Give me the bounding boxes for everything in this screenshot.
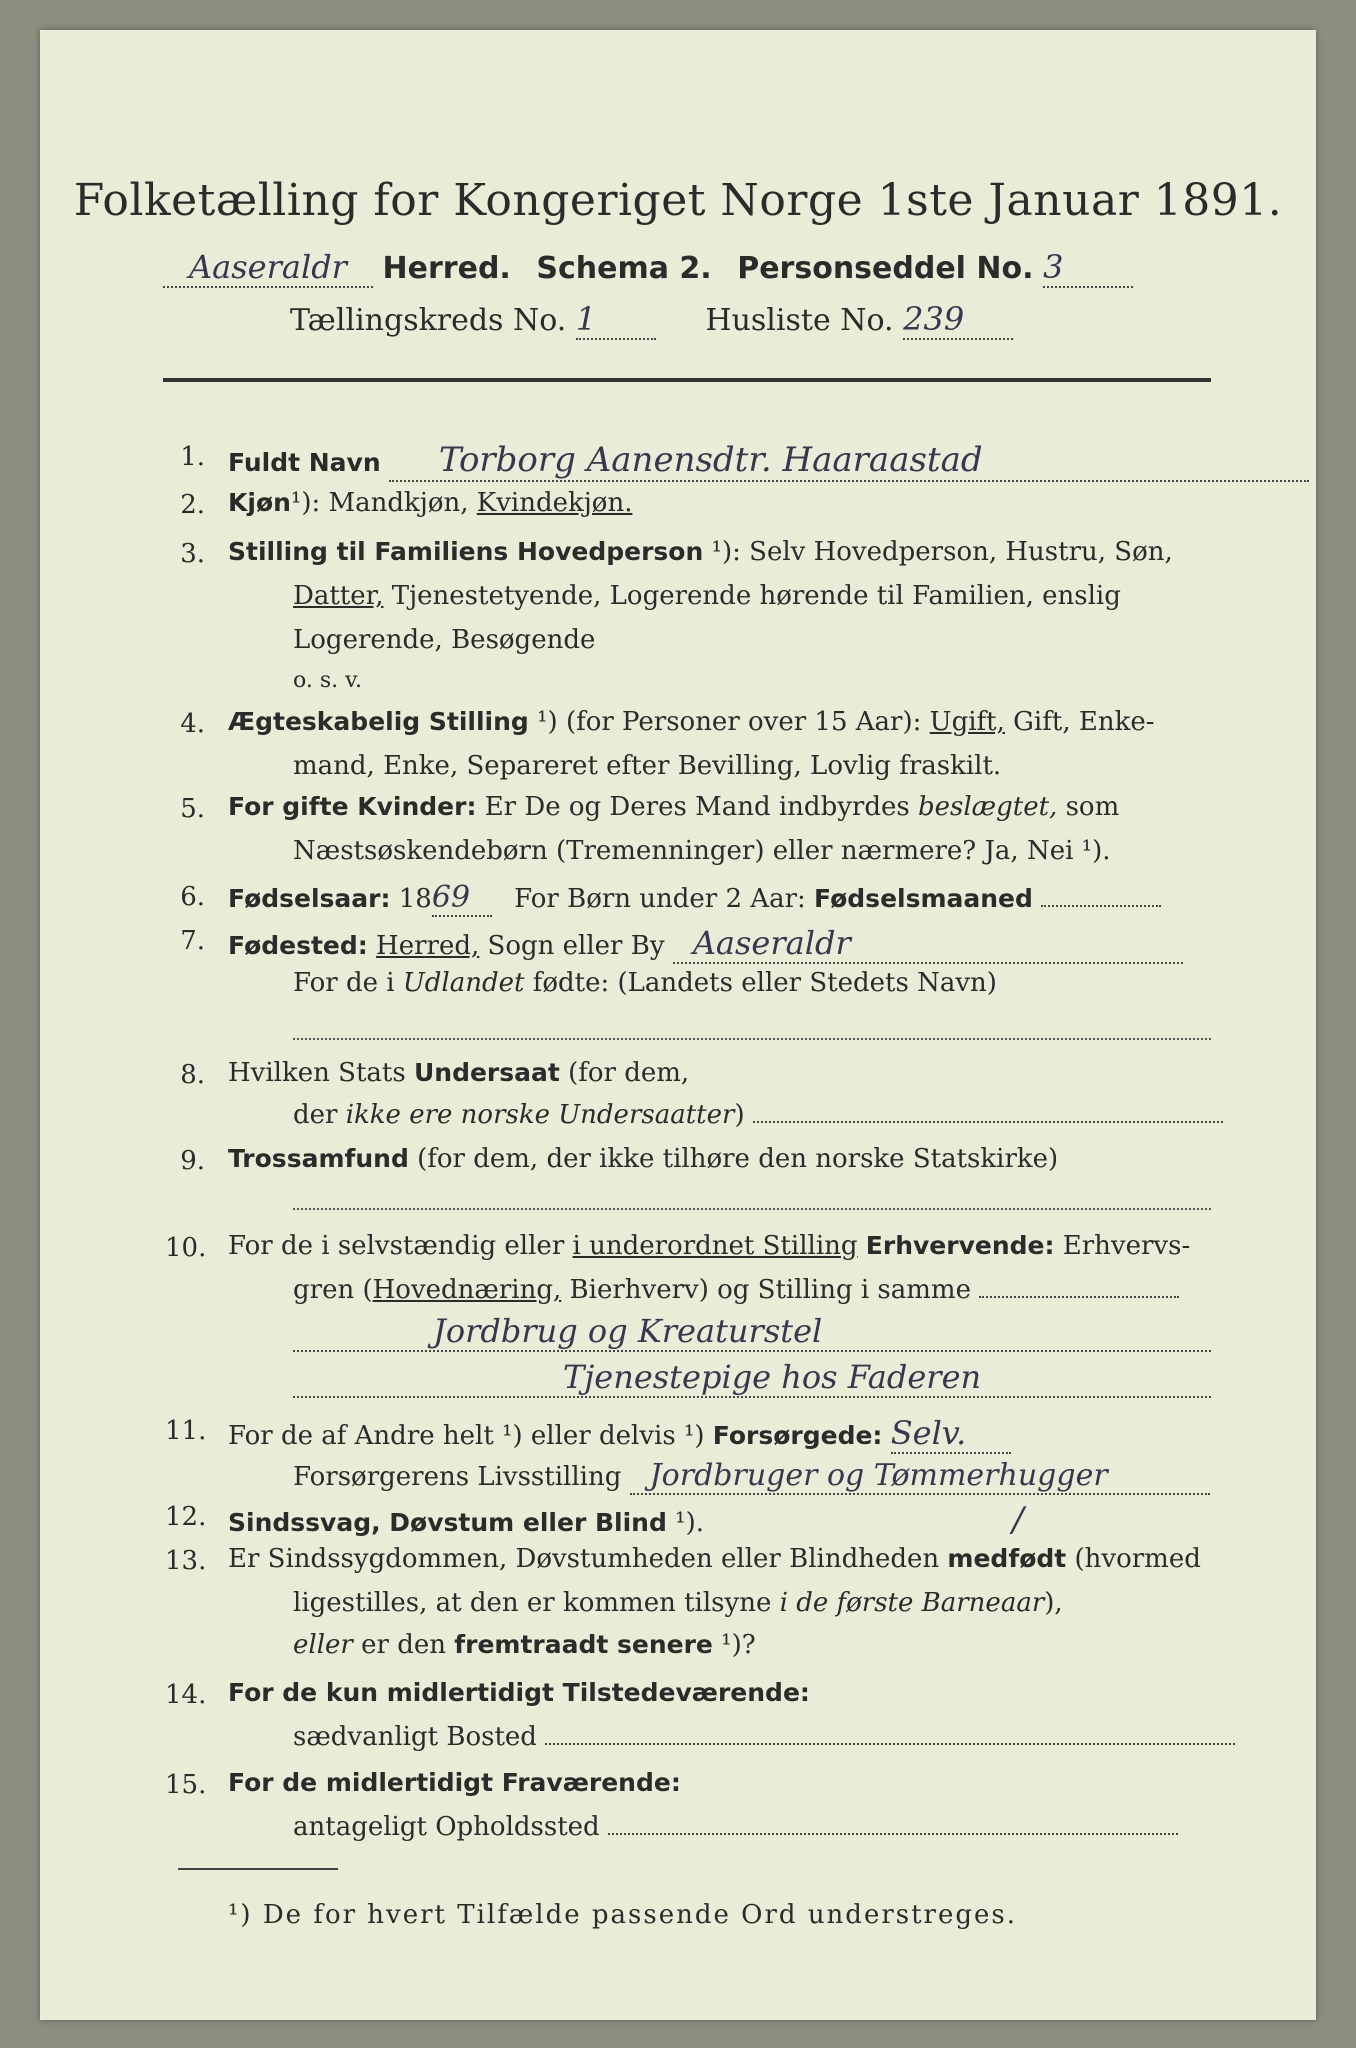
herred-name-value: Aaseraldr bbox=[163, 248, 373, 288]
item-number: 5. bbox=[180, 794, 205, 824]
erhverv-text-a: For de i selvstændig eller bbox=[228, 1231, 565, 1261]
item-5-line bbox=[228, 792, 1119, 822]
item-11-line-2 bbox=[293, 1458, 1210, 1495]
kjon-label: Kjøn bbox=[228, 488, 291, 517]
item-13-line-3: eller er den fremtraadt senere ¹)? bbox=[293, 1630, 756, 1660]
item-number: 2. bbox=[180, 490, 205, 520]
tilstedevaerende-label: For de kun midlertidigt Tilstedeværende: bbox=[228, 1678, 810, 1707]
trossamfund-label: Trossamfund bbox=[228, 1144, 409, 1173]
born-under-text: For Børn under 2 Aar: bbox=[514, 884, 806, 914]
er-den-text: er den bbox=[361, 1630, 446, 1660]
sindssyg-text-b: (hvormed bbox=[1074, 1544, 1201, 1574]
forsorgede-text-a: For de af Andre helt ¹) eller delvis ¹) bbox=[228, 1421, 705, 1451]
stilling-options-a: Selv Hovedperson, Hustru, Søn, bbox=[749, 537, 1173, 567]
fodested-label: Fødested: bbox=[228, 931, 368, 960]
schema-label: Schema 2. bbox=[536, 251, 712, 286]
kreds-no-value: 1 bbox=[576, 300, 656, 340]
gifte-text-c: som bbox=[1065, 792, 1120, 822]
kvindekjon-option: Kvindekjøn. bbox=[476, 488, 633, 518]
stats-text: Hvilken Stats bbox=[228, 1058, 406, 1088]
herred-line bbox=[163, 248, 1133, 288]
undersaat-text-b: (for dem, bbox=[568, 1058, 690, 1088]
item-13-line bbox=[228, 1544, 1201, 1574]
fodselsaar-value: 69 bbox=[432, 880, 492, 917]
forsorgede-label: Forsørgede: bbox=[712, 1421, 883, 1450]
item-14-line-2 bbox=[293, 1722, 1235, 1752]
item-3-line: Stilling til Familiens Hovedperson ¹): Selv Hovedperson, Hustru, Søn, bbox=[228, 537, 1173, 567]
erhverv-value-a: Jordbrug og Kreaturstel bbox=[293, 1312, 1211, 1352]
item-15-line-2 bbox=[293, 1812, 1178, 1842]
gifte-kvinder-label: For gifte Kvinder: bbox=[228, 792, 477, 821]
udlandet-prefix: For de i bbox=[293, 968, 395, 998]
fuldt-navn-value: Torborg Aanensdtr. Haaraastad bbox=[389, 440, 1309, 482]
item-number: 15. bbox=[165, 1770, 207, 1800]
bosted-answer-line bbox=[545, 1743, 1235, 1745]
udlandet-text: Udlandet bbox=[402, 968, 525, 998]
kreds-label: Tællingskreds No. bbox=[290, 303, 567, 338]
item-number: 14. bbox=[165, 1680, 207, 1710]
gifte-text-d: Næstsøskendebørn (Tremenninger) eller nærmere? Ja, Nei ¹). bbox=[293, 836, 1111, 866]
fuldt-navn-label: Fuldt Navn bbox=[228, 448, 381, 477]
udlandet-suffix: fødte: (Landets eller Stedets Navn) bbox=[532, 968, 997, 998]
ikke-norske-text: ikke ere norske Undersaatter bbox=[345, 1100, 735, 1130]
aegteskab-text-d: mand, Enke, Separeret efter Bevilling, Lovlig fraskilt. bbox=[293, 751, 1002, 781]
fodested-value: Aaseraldr bbox=[673, 924, 1183, 964]
gren-text: gren ( bbox=[293, 1275, 373, 1305]
item-number: 1. bbox=[180, 442, 205, 472]
erhverv-dots bbox=[979, 1296, 1179, 1298]
item-8-line-2: der ikke ere norske Undersaatter) bbox=[293, 1100, 1223, 1130]
forsorgede-value: Selv. bbox=[891, 1414, 1011, 1454]
fodselsaar-prefix: 18 bbox=[398, 884, 432, 914]
underordnet-option: i underordnet Stilling bbox=[572, 1231, 858, 1261]
opholdssted-answer-line bbox=[608, 1833, 1178, 1835]
hovednaering-option: Hovednæring, bbox=[372, 1275, 562, 1305]
item-number: 7. bbox=[180, 926, 205, 956]
personseddel-label: Personseddel No. bbox=[737, 251, 1034, 286]
bosted-label: sædvanligt Bosted bbox=[293, 1722, 537, 1752]
item-2-line: Kjøn¹): Mandkjøn, Kvindekjøn. bbox=[228, 488, 633, 518]
personseddel-no-value: 3 bbox=[1043, 248, 1133, 288]
forsorger-livsstilling-value: Jordbruger og Tømmerhugger bbox=[630, 1458, 1210, 1495]
item-number: 6. bbox=[180, 882, 205, 912]
sindssyg-text-a: Er Sindssygdommen, Døvstumheden eller Blindheden bbox=[228, 1544, 940, 1574]
stilling-options-d: Logerende, Besøgende bbox=[293, 625, 596, 655]
item-10-answer-1 bbox=[293, 1312, 1211, 1352]
datter-option: Datter, bbox=[293, 581, 384, 611]
item-6-line bbox=[228, 880, 1161, 917]
item-number: 4. bbox=[180, 709, 205, 739]
item-7-line-2 bbox=[293, 968, 997, 998]
footnote: ¹) De for hvert Tilfælde passende Ord understreges. bbox=[228, 1900, 1018, 1930]
fravaerende-label: For de midlertidigt Fraværende: bbox=[228, 1768, 681, 1797]
undersaat-answer-line bbox=[753, 1121, 1223, 1123]
undersaat-label: Undersaat bbox=[413, 1058, 560, 1087]
medfodt-label: medfødt bbox=[947, 1544, 1067, 1573]
stilling-label: Stilling til Familiens Hovedperson bbox=[228, 537, 704, 566]
header-divider bbox=[163, 378, 1211, 382]
fodselsaar-label: Fødselsaar: bbox=[228, 884, 391, 913]
ugift-option: Ugift, bbox=[929, 707, 1005, 737]
eller-text: eller bbox=[293, 1630, 353, 1660]
beslaegtet-text: beslægtet, bbox=[917, 792, 1058, 822]
sindssvag-mark: / bbox=[1012, 1500, 1024, 1540]
item-number: 3. bbox=[180, 539, 205, 569]
stilling-options-e: o. s. v. bbox=[293, 668, 362, 693]
item-4-line: Ægteskabelig Stilling ¹) (for Personer over 15 Aar): Ugift, Gift, Enke- bbox=[228, 707, 1155, 737]
erhverv-text-c: Erhvervs- bbox=[1062, 1231, 1191, 1261]
item-10-line bbox=[228, 1231, 1190, 1261]
footnote-divider bbox=[178, 1868, 338, 1870]
erhverv-value-b: Tjenestepige hos Faderen bbox=[293, 1358, 1211, 1398]
sindssvag-label: Sindssvag, Døvstum eller Blind bbox=[228, 1508, 667, 1537]
husliste-no-value: 239 bbox=[903, 300, 1013, 340]
trossamfund-text: (for dem, der ikke tilhøre den norske Statskirke) bbox=[417, 1144, 1059, 1174]
item-8-line bbox=[228, 1058, 689, 1088]
husliste-label: Husliste No. bbox=[705, 303, 894, 338]
item-10-answer-2 bbox=[293, 1358, 1211, 1398]
sogn-by-text: Sogn eller By bbox=[487, 931, 665, 961]
item-number: 10. bbox=[165, 1233, 207, 1263]
kreds-line bbox=[290, 300, 1013, 340]
item-number: 9. bbox=[180, 1146, 205, 1176]
trossamfund-answer-line bbox=[293, 1208, 1211, 1210]
herred-label: Herred. bbox=[382, 251, 511, 286]
aegteskab-text-a: (for Personer over 15 Aar): bbox=[565, 707, 922, 737]
fodselsmaaned-value bbox=[1041, 905, 1161, 907]
aegteskab-text-c: Gift, Enke- bbox=[1013, 707, 1155, 737]
stilling-options-c: Tjenestetyende, Logerende hørende til Familien, enslig bbox=[391, 581, 1121, 611]
item-9-line bbox=[228, 1144, 1058, 1174]
udlandet-answer-line bbox=[293, 1038, 1211, 1040]
item-12-line: Sindssvag, Døvstum eller Blind ¹). / bbox=[228, 1500, 1024, 1540]
mandkjon-option: Mandkjøn, bbox=[328, 488, 469, 518]
fremtraadt-label: fremtraadt senere bbox=[454, 1630, 713, 1659]
item-number: 13. bbox=[165, 1546, 207, 1576]
opholdssted-label: antageligt Opholdssted bbox=[293, 1812, 600, 1842]
item-number: 12. bbox=[165, 1502, 207, 1532]
sindssyg-text-c: ligestilles, at den er kommen tilsyne bbox=[293, 1588, 772, 1618]
gifte-text-a: Er De og Deres Mand indbyrdes bbox=[484, 792, 910, 822]
item-7-line bbox=[228, 924, 1183, 964]
item-11-line bbox=[228, 1414, 1011, 1454]
item-10-line-2 bbox=[293, 1275, 1179, 1305]
herred-option: Herred, bbox=[376, 931, 480, 961]
forsorger-livsstilling-label: Forsørgerens Livsstilling bbox=[293, 1462, 622, 1492]
fodselsmaaned-label: Fødselsmaaned bbox=[814, 884, 1033, 913]
form-title: Folketælling for Kongeriget Norge 1ste Januar 1891. bbox=[73, 175, 1283, 226]
item-1-line bbox=[228, 440, 1309, 482]
aegteskab-label: Ægteskabelig Stilling bbox=[228, 707, 529, 736]
item-13-line-2: ligestilles, at den er kommen tilsyne i de første Barneaar), bbox=[293, 1588, 1063, 1618]
erhvervende-label: Erhvervende: bbox=[865, 1231, 1055, 1260]
forste-barneaar-text: i de første Barneaar bbox=[779, 1588, 1045, 1618]
item-15-line bbox=[228, 1768, 681, 1798]
item-3-line-2 bbox=[293, 581, 1121, 611]
item-number: 11. bbox=[165, 1416, 207, 1446]
der-text: der bbox=[293, 1100, 338, 1130]
item-14-line bbox=[228, 1678, 810, 1708]
erhverv-text-f: Bierhverv) og Stilling i samme bbox=[569, 1275, 971, 1305]
item-number: 8. bbox=[180, 1060, 205, 1090]
